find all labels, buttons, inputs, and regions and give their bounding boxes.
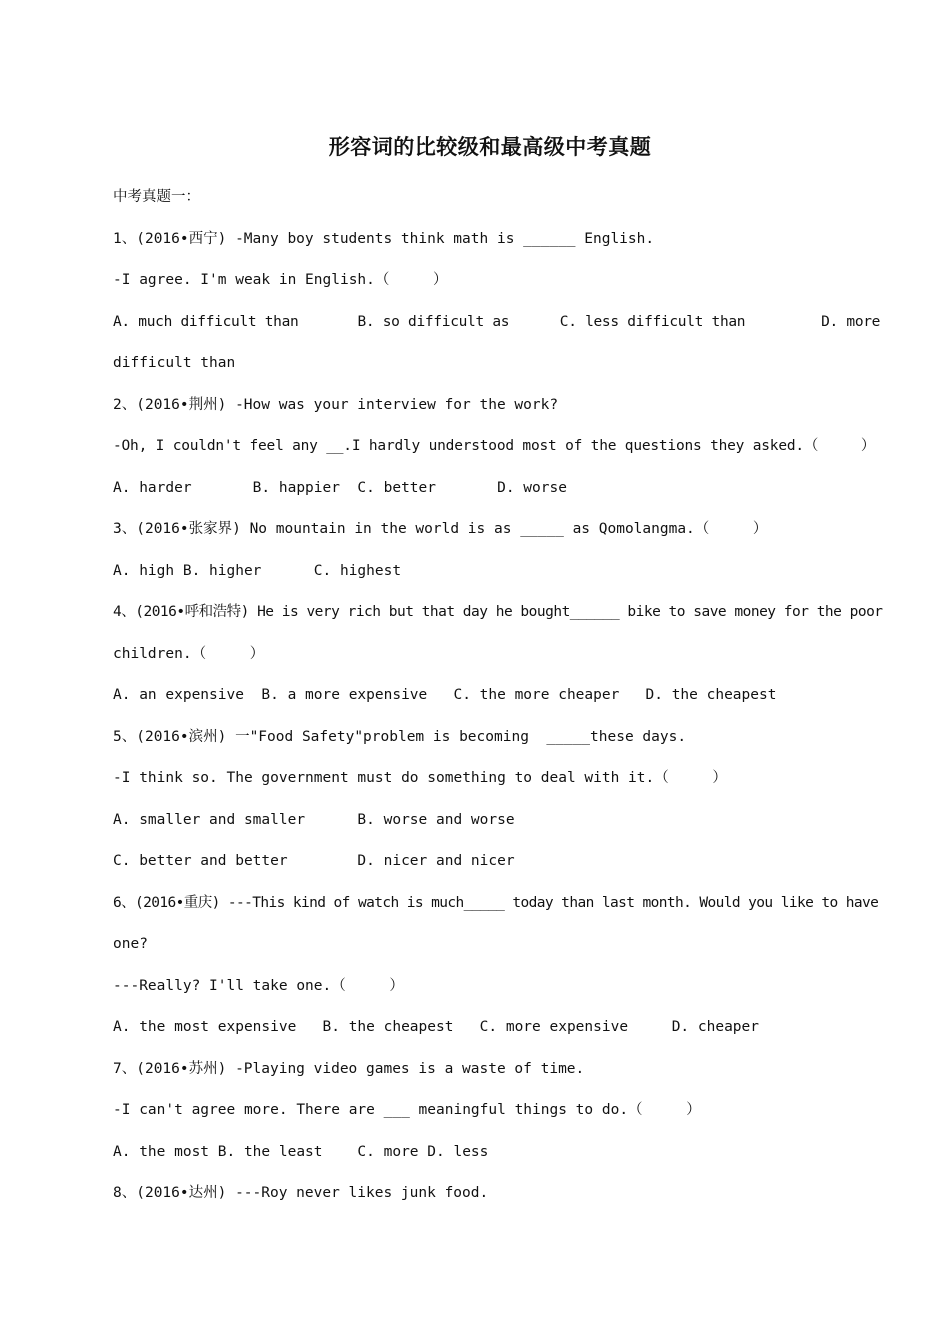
question-6-options: A. the most expensive B. the cheapest C. more expensive D. cheaper — [113, 1019, 760, 1035]
question-2-reply: -Oh, I couldn't feel any __.I hardly understood most of the questions they asked.（ ） — [113, 438, 876, 454]
question-6-stem-cont: one? — [113, 936, 148, 952]
question-5-options-cd: C. better and better D. nicer and nicer — [113, 853, 515, 869]
question-1-options-cont: difficult than — [113, 355, 236, 371]
question-3-stem: 3、(2016•张家界) No mountain in the world is as _____ as Qomolangma.（ ） — [113, 521, 768, 537]
question-2-options: A. harder B. happier C. better D. worse — [113, 480, 567, 496]
question-2-stem: 2、(2016•荆州) -How was your interview for the work? — [113, 397, 559, 413]
question-5-reply: -I think so. The government must do something to deal with it.（ ） — [113, 770, 727, 786]
question-6-stem: 6、(2016•重庆) ---This kind of watch is much_____ today than last month. Would you like to have — [113, 895, 879, 911]
question-4-stem: 4、(2016•呼和浩特) He is very rich but that day he bought______ bike to save money for the poor — [113, 604, 883, 620]
question-7-options: A. the most B. the least C. more D. less — [113, 1144, 489, 1160]
document-title: 形容词的比较级和最高级中考真题 — [328, 135, 652, 159]
question-6-reply: ---Really? I'll take one.（ ） — [113, 978, 404, 994]
section-heading: 中考真题一： — [113, 189, 200, 205]
question-7-stem: 7、(2016•苏州) -Playing video games is a waste of time. — [113, 1061, 585, 1077]
question-5-options-ab: A. smaller and smaller B. worse and worse — [113, 812, 515, 828]
question-3-options: A. high B. higher C. highest — [113, 563, 402, 579]
question-7-reply: -I can't agree more. There are ___ meaningful things to do.（ ） — [113, 1102, 701, 1118]
question-4-stem-cont: children.（ ） — [113, 646, 265, 662]
question-1-options: A. much difficult than B. so difficult as C. less difficult than D. more — [113, 314, 881, 330]
question-1-stem: 1、(2016•西宁) -Many boy students think math is ______ English. — [113, 231, 655, 247]
question-1-reply: -I agree. I'm weak in English.（ ） — [113, 272, 448, 288]
question-8-stem: 8、(2016•达州) ---Roy never likes junk food. — [113, 1185, 489, 1201]
question-5-stem: 5、(2016•滨州) 一"Food Safety"problem is becoming _____these days. — [113, 729, 687, 745]
question-4-options: A. an expensive B. a more expensive C. the more cheaper D. the cheapest — [113, 687, 777, 703]
